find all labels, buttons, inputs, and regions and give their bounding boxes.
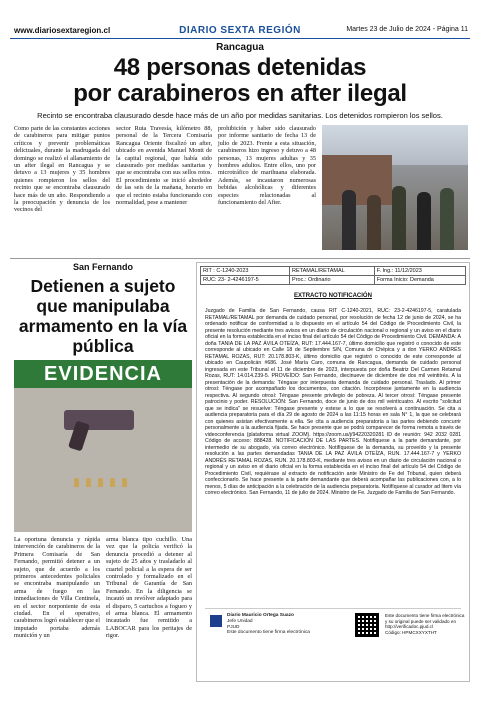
legal-notice bbox=[196, 262, 470, 682]
notice-forma: Forma Inicio: Demanda bbox=[374, 276, 465, 285]
story2-col1: La oportuna denuncia y rápida intervención de carabineros de la Primera Comisaría de San Fernando, permitió detener a un sujeto, que de acuerdo a los primeros antecedentes policiales se encontraba manipulando un arma de fuego en las inmediaciones de Villa Centinela, en el sector norponiente de esta ciudad. En el operativo, carabineros logró establecer que el imputado portaba además munición y un bbox=[14, 536, 100, 640]
notice-ruc: RUC: 23- 2-4246197-5 bbox=[201, 276, 290, 285]
person-figure bbox=[367, 195, 381, 250]
story1-headline bbox=[20, 55, 460, 107]
notice-rit: RIT : C-1240-2023 bbox=[201, 267, 290, 276]
person-figure bbox=[392, 186, 406, 250]
photo-building bbox=[322, 155, 392, 205]
page-header bbox=[0, 0, 480, 40]
story2-headline: Detienen a sujeto que manipulaba armamento en la vía pública bbox=[18, 276, 188, 356]
person-figure bbox=[440, 188, 454, 250]
evidence-banner: EVIDENCIA bbox=[14, 360, 192, 388]
story1-col3: prohibición y haber sido clausurado por informe sanitario de fecha 13 de julio de 2023. Frente a esta situación, carabineros hizo ingreso y detuvo a 48 personas, 13 mujeres adultas y 35 hombres adultos. Entre ellos, uno por microtráfico de marihuana elaborada. Además, se incautaron numerosas bebidas alcohólicas y diferentes especies relacionadas al funcionamiento del After. bbox=[218, 125, 316, 207]
cartridge bbox=[98, 478, 103, 487]
qr-code-icon[interactable] bbox=[355, 613, 379, 637]
notice-body: Juzgado de Familia de San Fernando, causa RIT C-1240-2021, RUC: 23-2-4246197-5, caratulada RETAMAL/RETAMAL por demanda de cuidado personal, por resolución de fecha 12 de junio de 2024, se ha ordenado notificar de conformidad a lo dispuesto en el artículo 54 del Código de Procedimiento Civil, la presente resolución mediante tres avisos en un diario de circulación nacional o regional y un aviso en el diario oficial en la forma establecida en el inciso final del artículo 54 del Código de Procedimiento Civil. DEMANDA: A doña TANIA DE LA PAZ ÁVILA OTEÍZA, RUT: 17.444.167-7, último domicilio que registró o conocido de este corresponde al ubicado en Calle 18 de Septiembre S/N, Comuna de Chépica y a don YERKO ANDRÉS RETAMAL ROZAS, RUT: 20.178.803-K, último domicilio que registró o conocido de este corresponde al ubicado en Caupolicán #686. José María Caro, comuna de Rancagua, demanda de cuidado personal ingresada en este Tribunal el 11 de diciembre de 2023, interpuesta por doña Beatriz Del Carmen Retamal Rozas, RUT: 14.014.239-5. PROVEÍDO: San Fernando, diecinueve de diciembre de dos mil veintitrés. A la presentación de la demanda: Téngase por interpuesta demanda de cuidado personal. Traslado. Al primer otrosí: Téngase por acompañado los documentos, con citación. Incorpórese juntamente en la audiencia respectiva. Al segundo otrosí: Téngase presente privilegio de pobreza. Al tercer otrosí: Téngase presente patrocinio y poder. RESOLUCIÓN: San Fernando, doce de junio de dos mil veinticuatro. Al escrito "solicitud que se indica" se resuelve: Téngase presente y estese a lo que se resolverá a continuación. Se cita a audiencia preparatoria para el día 29 de agosto de 2024 a las 11:15 horas en sala N° 1, la que se celebrará con quienes asistan efectivamente a ella. Se cita a audiencia preparatoria a las partes debiendo concurrir personalmente a la audiencia fijada. Se hace presente que se podrá comparecer de forma remota a través de videoconferencia (plataforma virtual ZOOM). https://zoom.us/j/94220320281 ID de reunión: 942 2032 0281 Código de acceso: 888428. NOTIFICACIÓN DE LAS PARTES. Notifíquese a la parte demandante, por intermedio de su abogado, vía correo electrónico. Notifíquese de la demanda, su proveído y la presente resolución a las partes demandadas TANIA DE LA PAZ ÁVILA OTEÍZA, RUN. 17.444.167-7 y YERKO ANDRÉS RETAMAL ROZAS, RUN. 20.178.803-K, mediante tres avisos en un diario de circulación nacional o regional y un aviso en el diario oficial en la forma establecida en el inciso final del artículo 54 del Código de Procedimiento Civil, requiérase al extracto de notificación ante Ministro de Fe del Tribunal, quien deberá confeccionarlo. Se hace presente a la parte demandante que deberá acompañar las publicaciones con, a lo menos, 5 días de anticipación a la celebración de la audiencia preparatoria. Notifíquese al curador ad litem vía correo electrónico. San Fernando, 11 de julio de 2024. Ministro de Fe. Juzgado de Familia de San Fernando. bbox=[205, 308, 461, 496]
notice-materia: RETAMAL/RETAMAL bbox=[290, 267, 375, 276]
signer-name: Diario Mauricio Ortega Suazo bbox=[227, 613, 294, 618]
signer-block bbox=[227, 613, 310, 636]
story1-photo bbox=[322, 125, 468, 250]
story1-headline-line2: por carabineros en after ilegal bbox=[73, 80, 407, 107]
person-figure bbox=[342, 190, 356, 250]
story1-headline-line1: 48 personas detenidas bbox=[113, 54, 367, 81]
notice-title: EXTRACTO NOTIFICACIÓN bbox=[294, 293, 372, 299]
story1-col1: Como parte de las constantes acciones de carabineros para mitigar puntos críticos y prevenir problemáticas delictuales, durante la madrugada del domingo se realizó el allanamiento de un after ilegal en Rancagua y se detuvo a 13 mujeres y 35 hombres quienes rompieron los sellos del recinto que se encontraba clausurado hace más de un año. Respondiendo a la preocupación y denuncia de los vecinos del bbox=[14, 125, 110, 214]
story2-kicker: San Fernando bbox=[72, 262, 133, 272]
cartridge bbox=[74, 478, 79, 487]
site-url[interactable]: www.diariosextaregion.cl bbox=[14, 26, 111, 35]
notice-proc: Proc.: Ordinario bbox=[290, 276, 375, 285]
cartridge bbox=[122, 478, 127, 487]
signature-seal-icon bbox=[210, 615, 222, 627]
cartridge bbox=[110, 478, 115, 487]
signer-org: PJUD bbox=[227, 624, 240, 630]
verification-text bbox=[385, 613, 465, 635]
story1-col2: sector Ruta Travesía, kilómetro 88, personal de la Tercera Comisaría Rancagua Oriente fiscalizó un after, ubicado en avenida Manuel Montt de la capital regional, que había sido clausurado por medidas sanitarias y que se encontraba con sus sellos rotos. El procedimiento se inició alrededor de las seis de la mañana, horario en que el recinto estaba funcionando con normalidad, pese a mantener bbox=[116, 125, 212, 207]
issue-date: Martes 23 de Julio de 2024 - Página 11 bbox=[346, 26, 468, 33]
notice-header-table bbox=[200, 266, 466, 285]
story2-photo bbox=[14, 360, 192, 532]
verify-code: Código: HPMCXXYXTHT bbox=[385, 629, 437, 635]
header-rule bbox=[10, 38, 470, 39]
story1-kicker: Rancagua bbox=[216, 42, 264, 53]
section-divider bbox=[10, 258, 470, 259]
person-figure bbox=[417, 192, 431, 250]
cartridge bbox=[86, 478, 91, 487]
verify-text: Este documento tiene firma electrónica y su original puede ser validado en http://verificadoc.pjud.cl bbox=[385, 613, 465, 630]
signer-note: Este documento tiene firma electrónica bbox=[227, 630, 310, 636]
story2-col2: arma blanca tipo cuchillo. Una vez que la policía verificó la denuncia procedió a detener al sujeto de 25 años y trasladarlo al cuartel policial a la espera de ser controlado y formalizado en el Tribunal de Garantía de San Fernando. En la diligencia se incautó un revólver adaptado para el disparo, 5 cartuchos a fogueo y el arma blanca. El armamento incautado fue remitido a LABOCAR para los peritajes de rigor. bbox=[106, 536, 192, 640]
notice-fing: F. Ing.: 11/12/2023 bbox=[374, 267, 465, 276]
signer-role: Jefe Unidad bbox=[227, 618, 253, 624]
newspaper-brand: DIARIO SEXTA REGIÓN bbox=[179, 25, 301, 36]
story1-lead: Recinto se encontraba clausurado desde hace más de un año por medidas sanitarias. Los detenidos rompieron los sellos. bbox=[37, 111, 443, 120]
notice-footer bbox=[205, 608, 465, 658]
